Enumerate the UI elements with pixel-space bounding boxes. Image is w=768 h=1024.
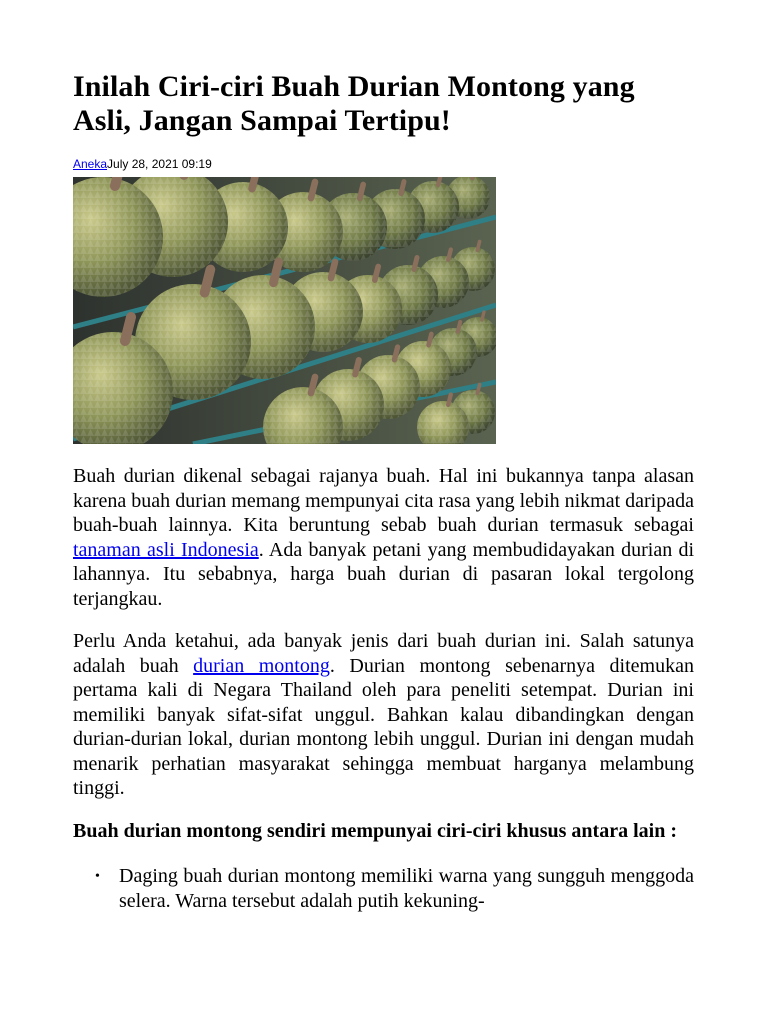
durian-stem <box>448 395 451 405</box>
paragraph-montong-text-2: . Durian montong sebenarnya ditemukan pertama kali di Negara Thailand oleh para peneliti setempat. Durian ini memiliki banyak sifat-sifat unggul. Bahkan kalau dibandingkan dengan durian-durian lokal, durian montong lebih unggul. Durian ini dengan mudah menarik perhatian masyarakat sehingga membuat harganya melambung tinggi. <box>73 654 694 799</box>
paragraph-intro <box>73 464 694 611</box>
durian-stem <box>394 347 397 360</box>
durian-photo <box>73 177 496 444</box>
durian-stem <box>438 177 441 185</box>
paragraph-intro-text-1: Buah durian dikenal sebagai rajanya buah. Hal ini bukannya tanpa alasan karena buah durian memang mempunyai cita rasa yang lebih nikmat daripada buah-buah lainnya. Kita beruntung sebab buah durian termasuk sebagai <box>73 465 694 536</box>
author-link[interactable]: Aneka <box>73 157 108 171</box>
durian-stem <box>115 177 121 186</box>
bullet-icon: • <box>95 868 100 884</box>
link-tanaman-asli[interactable]: tanaman asli Indonesia <box>73 538 259 561</box>
durian-stem <box>448 250 451 260</box>
list-item-text: Daging buah durian montong memiliki warna yang sungguh menggoda selera. Warna tersebut adalah putih kekuning- <box>119 864 694 912</box>
durian-stem <box>477 385 479 394</box>
list-item <box>73 864 694 914</box>
durian-stem <box>472 177 474 178</box>
durian-stem <box>205 270 211 293</box>
durian-stem <box>355 360 359 374</box>
paragraph-montong <box>73 629 694 801</box>
paragraph-intro-text-2: . Ada banyak petani yang membudidayakan durian di lahannya. Itu sebabnya, harga buah durian di pasaran lokal tergolong terjangkau. <box>73 538 694 610</box>
durian-stem <box>360 185 363 199</box>
durian-stem <box>331 262 335 278</box>
article <box>73 70 694 914</box>
durian-stem <box>458 322 460 332</box>
characteristics-list <box>73 864 694 914</box>
durian-stem <box>482 312 484 320</box>
article-meta <box>73 157 694 171</box>
durian-stem <box>125 317 131 341</box>
durian-stem <box>477 242 479 251</box>
paragraph-montong-text-1: Perlu Anda ketahui, ada banyak jenis dari buah durian ini. Salah satunya adalah buah <box>73 630 694 677</box>
durian-stem <box>273 262 278 283</box>
publish-date: July 28, 2021 09:19 <box>107 157 212 171</box>
durian-stem <box>311 182 315 198</box>
section-subheading: Buah durian montong sendiri mempunyai ciri-ciri khusus antara lain : <box>73 819 677 842</box>
durian-stem <box>414 258 417 270</box>
durian-stem <box>252 177 257 189</box>
durian-stem <box>429 334 432 345</box>
article-title: Inilah Ciri-ciri Buah Durian Montong yang Asli, Jangan Sampai Tertipu! <box>73 70 635 137</box>
durian-stem <box>311 377 315 393</box>
link-durian-montong[interactable]: durian montong <box>193 654 330 677</box>
durian-photo-image <box>73 177 496 444</box>
durian-stem <box>401 182 404 194</box>
durian-stem <box>375 267 378 281</box>
